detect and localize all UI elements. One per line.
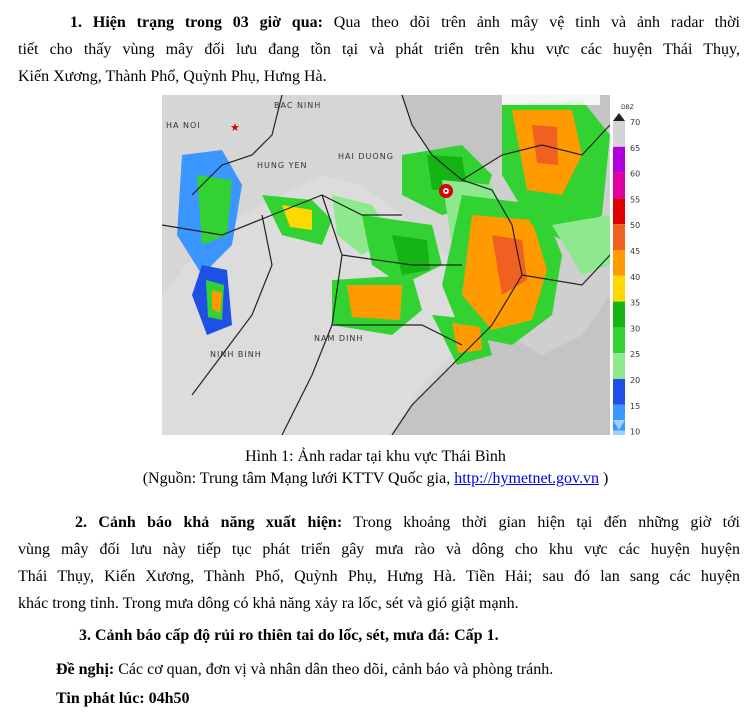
legend-tick-55: 55 <box>630 195 641 205</box>
legend-color-70 <box>613 121 625 147</box>
warning-line-2: vùng mây đối lưu này tiếp tục phát triển gây mưa rào và dông cho khu vực các huyện huyện <box>18 541 740 558</box>
warning-line-4: khác trong tỉnh. Trong mưa dông có khả năng xảy ra lốc, sét và gió giật mạnh. <box>18 595 519 612</box>
legend-color-25 <box>613 353 625 379</box>
legend-color-35 <box>613 302 625 328</box>
section-risk-level: 3. Cảnh báo cấp độ rủi ro thiên tai do lốc, sét, mưa đá: Cấp 1. <box>79 627 499 644</box>
status-line-1: 1. Hiện trạng trong 03 giờ qua: Qua theo dõi trên ảnh mây vệ tinh và ảnh radar thời <box>70 14 741 31</box>
issued-time: Tin phát lúc: 04h50 <box>56 690 190 707</box>
legend-color-20 <box>613 379 625 405</box>
legend-color-55 <box>613 198 625 224</box>
legend-color-60 <box>613 173 625 199</box>
legend-color-10 <box>613 431 625 435</box>
place-label: HAI DUONG <box>338 152 394 161</box>
warning-line-1: 2. Cảnh báo khả năng xuất hiện: Trong khoảng thời gian hiện tại đến những giờ tới <box>75 514 740 531</box>
legend-tick-20: 20 <box>630 376 641 385</box>
radar-station-icon <box>439 184 453 198</box>
recommendation <box>56 656 751 683</box>
legend-color-65 <box>613 147 625 173</box>
warning-heading: 2. Cảnh báo khả năng xuất hiện: <box>75 514 343 531</box>
legend-tick-15: 15 <box>630 401 641 411</box>
figure-caption: Hình 1: Ảnh radar tại khu vực Thái Bình <box>245 448 506 465</box>
legend-tick-30: 30 <box>630 324 641 334</box>
radar-image <box>162 95 650 435</box>
place-label: BAC NINH <box>274 101 322 110</box>
legend-color-50 <box>613 224 625 250</box>
radar-map <box>162 95 650 435</box>
legend-tick-60: 60 <box>630 169 641 179</box>
legend-color-30 <box>613 327 625 353</box>
section-warning <box>18 509 740 617</box>
warning-line-3: Thái Thụy, Kiến Xương, Thành Phố, Quỳnh Phụ, Hưng Hà. Tiền Hải; sau đó lan sang các huyện <box>18 568 740 585</box>
legend-unit: DBZ <box>621 104 634 111</box>
legend-tick-35: 35 <box>630 298 641 308</box>
status-line-3: Kiến Xương, Thành Phố, Quỳnh Phụ, Hưng Hà. <box>18 68 327 85</box>
status-line-2: tiết cho thấy vùng mây đối lưu đang tồn tại và phát triển trên khu vực các huyện Thái Thụy, <box>18 41 740 58</box>
place-label: HUNG YEN <box>257 161 308 170</box>
legend-tick-50: 50 <box>630 221 641 231</box>
map-toolbar <box>502 95 600 105</box>
section-current-status <box>18 9 740 90</box>
legend-tick-10: 10 <box>630 427 641 435</box>
recommendation-text: Các cơ quan, đơn vị và nhân dân theo dõi, cảnh báo và phòng tránh. <box>114 661 554 678</box>
legend-tick-45: 45 <box>630 247 641 256</box>
status-heading: 1. Hiện trạng trong 03 giờ qua: <box>70 14 323 31</box>
recommendation-label: Đề nghị: <box>56 661 115 678</box>
source-link[interactable]: http://hymetnet.gov.vn <box>454 470 599 487</box>
place-label: NAM DINH <box>314 334 364 343</box>
legend-tick-70: 70 <box>630 118 641 127</box>
legend-tick-25: 25 <box>630 350 641 360</box>
place-label: NINH BINH <box>210 350 262 359</box>
figure-source: (Nguồn: Trung tâm Mạng lưới KTTV Quốc gia, http://hymetnet.gov.vn ) <box>142 470 609 487</box>
legend-tick-40: 40 <box>630 272 641 282</box>
capital-star-icon: ★ <box>230 121 240 134</box>
legend-tick-65: 65 <box>630 143 641 153</box>
dbz-legend-bar <box>613 121 625 435</box>
place-label: HA NOI <box>166 121 201 130</box>
legend-color-40 <box>613 276 625 302</box>
legend-color-45 <box>613 250 625 276</box>
